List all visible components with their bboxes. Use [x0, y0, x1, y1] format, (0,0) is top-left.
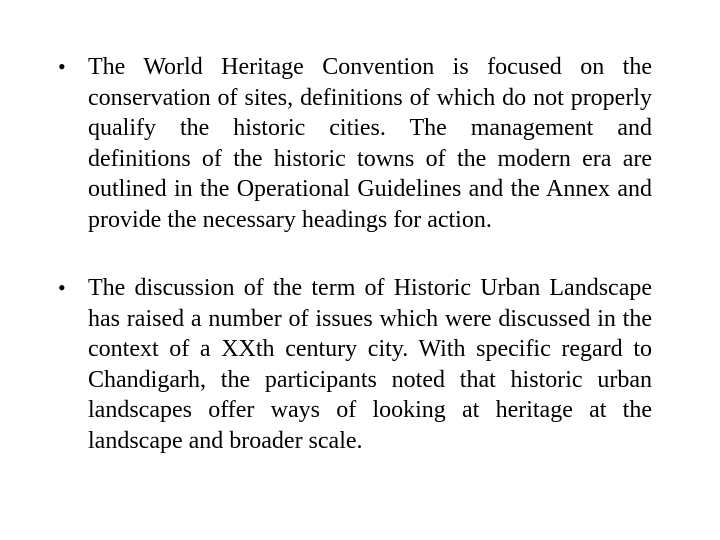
bullet-icon: •	[58, 54, 66, 79]
bullet-icon: •	[58, 275, 66, 300]
bullet-text: The discussion of the term of Historic Urban Landscape has raised a number of issues which were discussed in the context of a XXth century city. With specific regard to Chandigarh, the participants noted that historic urban landscapes offer ways of looking at heritage at the landscape and broader scale.	[88, 275, 652, 454]
bullet-text: The World Heritage Convention is focused on the conservation of sites, definitions of which do not properly qualify the historic cities. The management and definitions of the historic towns of the modern era are outlined in the Operational Guidelines and the Annex and provide the necessary headings for action.	[88, 54, 652, 233]
bullet-item-landscape	[58, 273, 652, 456]
bullet-item-convention	[58, 52, 652, 235]
bullet-list	[58, 52, 652, 456]
